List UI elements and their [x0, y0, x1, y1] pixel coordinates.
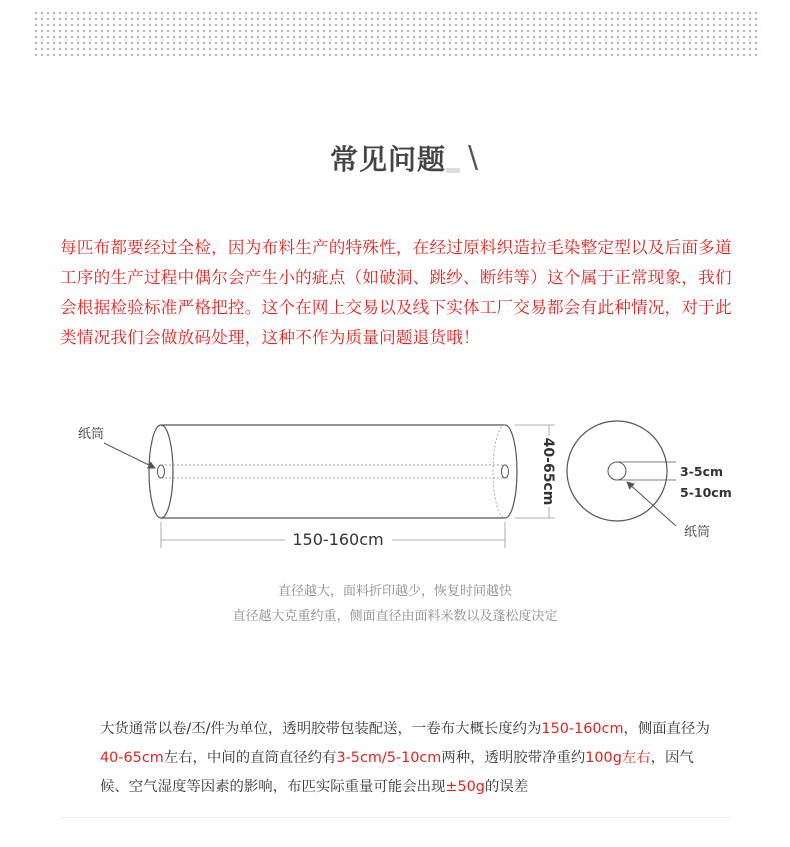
diameter-label: 40-65cm	[540, 437, 556, 506]
fabric-roll-end-view	[567, 421, 676, 521]
packaging-details	[100, 715, 710, 802]
tube-label-right: 纸筒	[684, 525, 711, 540]
details-text-5: ，因气候、空气湿度等因素的影响，布匹实际重量可能会出现	[100, 750, 694, 795]
title-slash-decor: \	[468, 140, 479, 175]
bottom-divider	[60, 817, 730, 818]
dotted-pattern-header	[33, 10, 761, 58]
fabric-roll-diagram	[0, 400, 790, 560]
caption-line-1: 直径越大，面料折印越少，恢复时间越快	[277, 584, 512, 599]
fabric-roll-side-view	[149, 425, 517, 518]
details-text-1: 大货通常以卷/丕/件为单位，透明胶带包装配送，一卷布大概长度约为	[100, 721, 542, 737]
diameter-value: 40-65cm	[100, 750, 164, 766]
length-label: 150-160cm	[292, 530, 384, 549]
section-title-text: 常见问题	[329, 143, 446, 176]
section-title	[330, 138, 460, 178]
tube-label-left: 纸筒	[78, 427, 105, 442]
error-value: ±50g	[445, 779, 485, 795]
weight-value: 100g左右	[585, 750, 651, 766]
details-text-3: 左右，中间的直筒直径约有	[163, 750, 337, 766]
core-size-small-label: 3-5cm	[680, 464, 724, 479]
core-value: 3-5cm/5-10cm	[336, 750, 442, 766]
core-size-large-label: 5-10cm	[680, 485, 732, 500]
title-underline-decor	[446, 168, 460, 173]
caption-line-2: 直径越大克重约重，侧面直径由面料米数以及蓬松度决定	[232, 609, 558, 624]
section-title-wrap	[0, 138, 790, 178]
quality-notice: 每匹布都要经过全检，因为布料生产的特殊性，在经过原料织造拉毛染整定型以及后面多道工序的生产过程中偶尔会产生小的疵点（如破洞、跳纱、断纬等）这个属于正常现象，我们会根据检验标准严格把控。这个在网上交易以及线下实体工厂交易都会有此种情况，对于此类情况我们会做放码处理，这种不作为质量问题退货哦！	[60, 238, 732, 347]
details-text-4: 两种，透明胶带净重约	[441, 750, 586, 766]
length-value: 150-160cm	[541, 721, 624, 737]
details-text-6: 的误差	[484, 779, 529, 795]
details-text-2: ，侧面直径为	[623, 721, 710, 737]
